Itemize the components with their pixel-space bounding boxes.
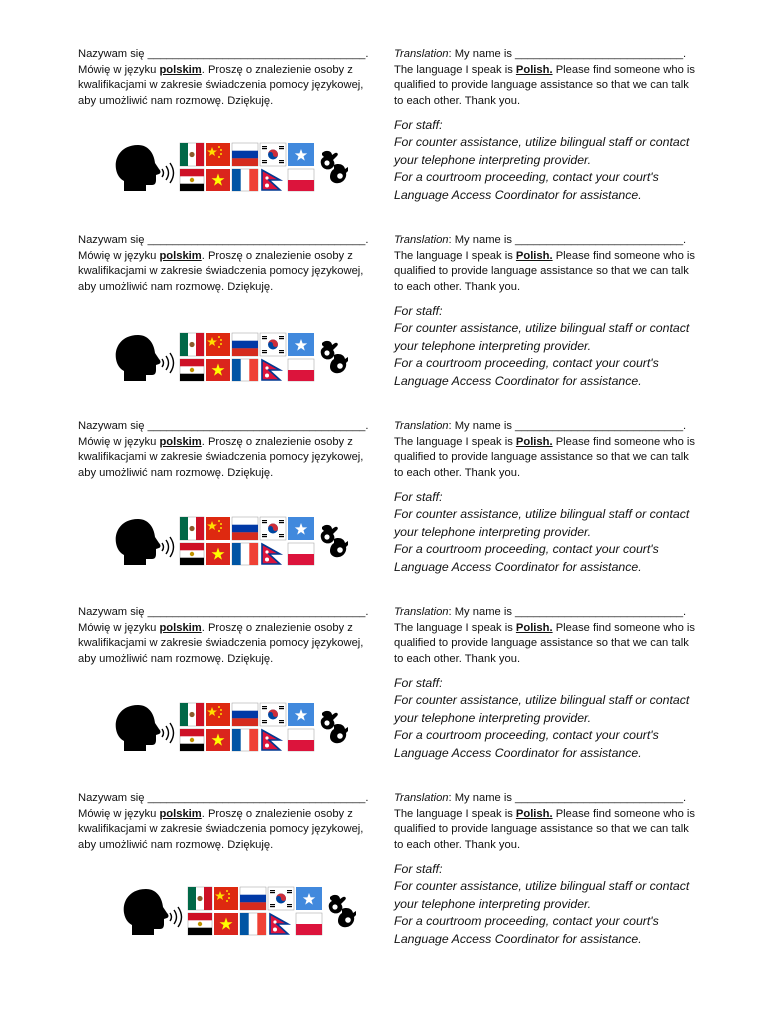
staff-line5: Language Access Coordinator for assistance. [394,745,642,760]
staff-instructions [394,303,714,390]
staff-line5: Language Access Coordinator for assistance. [394,373,642,388]
sign-language-hands-icon [321,711,348,743]
staff-heading: For staff: [394,676,443,690]
language-graphic [108,515,348,571]
russia-flag [232,143,258,166]
vietnam-flag [206,169,230,191]
language-card [0,419,770,605]
china-flag [206,703,230,726]
polish-line3: kwalifikacjami w zakresie świadczenia pomocy językowej, [78,451,364,464]
language-graphic [116,885,356,941]
polish-language-name: polskim [159,435,202,448]
staff-line3: your telephone interpreting provider. [394,338,592,353]
south-korea-flag [260,143,286,166]
translation-line2b: Please find someone who is [552,63,696,76]
staff-line4: For a courtroom proceeding, contact your court's [394,356,659,371]
sign-language-hands-icon [321,525,348,557]
translation-name-prefix: : My name is [448,48,516,60]
staff-line3: your telephone interpreting provider. [394,710,592,725]
polish-line2b: . Proszę o znalezienie osoby z [201,807,353,820]
translation-name-blank: ___________________________. [515,420,687,432]
translation-label: Translation [394,792,449,804]
staff-line2: For counter assistance, utilize bilingual staff or contact [394,693,690,708]
translation-language-name: Polish. [515,435,553,448]
polish-language-name: polskim [159,807,202,820]
polish-line3: kwalifikacjami w zakresie świadczenia pomocy językowej, [78,823,364,836]
vietnam-flag [206,543,230,565]
russia-flag [240,887,266,910]
poland-flag [288,543,314,565]
somalia-flag [288,333,314,356]
polish-text-block [78,791,378,853]
translation-text-block [394,605,714,667]
france-flag [232,359,258,381]
polish-text-block [78,605,378,667]
translation-name-blank: ___________________________. [515,792,687,804]
speaking-head-icon [124,889,182,935]
translation-line2b: Please find someone who is [552,435,696,448]
polish-line4: aby umożliwić nam rozmowę. Dziękuję. [78,466,274,479]
south-korea-flag [268,887,294,910]
russia-flag [232,333,258,356]
somalia-flag [296,887,322,910]
translation-text-block [394,419,714,481]
translation-line3: qualified to provide language assistance so that we can talk [394,823,689,836]
nepal-flag [270,914,288,934]
staff-line2: For counter assistance, utilize bilingual staff or contact [394,879,690,894]
staff-line2: For counter assistance, utilize bilingual staff or contact [394,507,690,522]
polish-line2a: Mówię w języku [78,621,160,634]
translation-line3: qualified to provide language assistance so that we can talk [394,451,689,464]
polish-line2b: . Proszę o znalezienie osoby z [201,621,353,634]
language-graphic [108,141,348,197]
translation-name-prefix: : My name is [448,606,516,618]
staff-line4: For a courtroom proceeding, contact your court's [394,728,659,743]
translation-name-prefix: : My name is [448,792,516,804]
polish-intro: Nazywam się [78,48,145,60]
language-card [0,233,770,419]
egypt-flag [180,729,204,751]
language-card [0,791,770,977]
staff-line4: For a courtroom proceeding, contact your court's [394,542,659,557]
name-blank: ___________________________________. [147,48,369,60]
translation-line3: qualified to provide language assistance so that we can talk [394,79,689,92]
china-flag [214,887,238,910]
polish-line3: kwalifikacjami w zakresie świadczenia pomocy językowej, [78,79,364,92]
polish-line2b: . Proszę o znalezienie osoby z [201,435,353,448]
translation-name-blank: ___________________________. [515,606,687,618]
south-korea-flag [260,703,286,726]
name-blank: ___________________________________. [147,420,369,432]
egypt-flag [188,913,212,935]
mexico-flag [188,887,212,910]
somalia-flag [288,143,314,166]
translation-language-name: Polish. [515,621,553,634]
polish-line3: kwalifikacjami w zakresie świadczenia pomocy językowej, [78,265,364,278]
polish-line2a: Mówię w języku [78,63,160,76]
nepal-flag [262,360,280,380]
translation-name-blank: ___________________________. [515,234,687,246]
egypt-flag [180,543,204,565]
nepal-flag [262,170,280,190]
translation-label: Translation [394,606,449,618]
translation-language-name: Polish. [515,249,553,262]
polish-line2a: Mówię w języku [78,807,160,820]
south-korea-flag [260,517,286,540]
mexico-flag [180,143,204,166]
translation-line4: to each other. Thank you. [394,838,521,851]
polish-line2b: . Proszę o znalezienie osoby z [201,63,353,76]
staff-line3: your telephone interpreting provider. [394,524,592,539]
russia-flag [232,703,258,726]
polish-text-block [78,233,378,295]
china-flag [206,517,230,540]
staff-heading: For staff: [394,118,443,132]
translation-line2a: The language I speak is [394,621,516,634]
staff-line5: Language Access Coordinator for assistance. [394,187,642,202]
france-flag [232,729,258,751]
staff-line2: For counter assistance, utilize bilingual staff or contact [394,321,690,336]
staff-instructions [394,861,714,948]
polish-language-name: polskim [159,249,202,262]
staff-line5: Language Access Coordinator for assistance. [394,931,642,946]
polish-text-block [78,47,378,109]
staff-heading: For staff: [394,862,443,876]
staff-line2: For counter assistance, utilize bilingual staff or contact [394,135,690,150]
vietnam-flag [214,913,238,935]
name-blank: ___________________________________. [147,606,369,618]
mexico-flag [180,703,204,726]
translation-line2a: The language I speak is [394,435,516,448]
translation-language-name: Polish. [515,807,553,820]
polish-line2a: Mówię w języku [78,249,160,262]
speaking-head-icon [116,519,174,565]
staff-heading: For staff: [394,304,443,318]
polish-intro: Nazywam się [78,606,145,618]
vietnam-flag [206,729,230,751]
staff-line4: For a courtroom proceeding, contact your court's [394,914,659,929]
translation-line2a: The language I speak is [394,249,516,262]
china-flag [206,333,230,356]
speaking-head-icon [116,335,174,381]
language-graphic [108,331,348,387]
translation-line4: to each other. Thank you. [394,466,521,479]
polish-language-name: polskim [159,621,202,634]
translation-label: Translation [394,48,449,60]
translation-line2b: Please find someone who is [552,807,696,820]
translation-line2a: The language I speak is [394,63,516,76]
translation-line4: to each other. Thank you. [394,94,521,107]
translation-name-prefix: : My name is [448,234,516,246]
polish-line4: aby umożliwić nam rozmowę. Dziękuję. [78,94,274,107]
polish-intro: Nazywam się [78,420,145,432]
translation-label: Translation [394,234,449,246]
egypt-flag [180,169,204,191]
somalia-flag [288,517,314,540]
russia-flag [232,517,258,540]
sign-language-hands-icon [321,341,348,373]
china-flag [206,143,230,166]
staff-instructions [394,489,714,576]
polish-intro: Nazywam się [78,792,145,804]
staff-line3: your telephone interpreting provider. [394,896,592,911]
staff-line5: Language Access Coordinator for assistance. [394,559,642,574]
france-flag [232,169,258,191]
polish-line2b: . Proszę o znalezienie osoby z [201,249,353,262]
polish-line4: aby umożliwić nam rozmowę. Dziękuję. [78,838,274,851]
translation-line2a: The language I speak is [394,807,516,820]
nepal-flag [262,730,280,750]
staff-line4: For a courtroom proceeding, contact your court's [394,170,659,185]
poland-flag [288,169,314,191]
language-card [0,47,770,233]
translation-label: Translation [394,420,449,432]
polish-line3: kwalifikacjami w zakresie świadczenia pomocy językowej, [78,637,364,650]
translation-name-blank: ___________________________. [515,48,687,60]
name-blank: ___________________________________. [147,234,369,246]
staff-heading: For staff: [394,490,443,504]
polish-text-block [78,419,378,481]
translation-text-block [394,233,714,295]
translation-text-block [394,791,714,853]
france-flag [240,913,266,935]
speaking-head-icon [116,145,174,191]
sign-language-hands-icon [329,895,356,927]
polish-line4: aby umożliwić nam rozmowę. Dziękuję. [78,652,274,665]
language-card [0,605,770,791]
polish-line2a: Mówię w języku [78,435,160,448]
translation-line4: to each other. Thank you. [394,280,521,293]
polish-line4: aby umożliwić nam rozmowę. Dziękuję. [78,280,274,293]
translation-line2b: Please find someone who is [552,249,696,262]
poland-flag [288,729,314,751]
vietnam-flag [206,359,230,381]
poland-flag [288,359,314,381]
translation-line2b: Please find someone who is [552,621,696,634]
mexico-flag [180,517,204,540]
somalia-flag [288,703,314,726]
staff-instructions [394,675,714,762]
language-graphic [108,701,348,757]
france-flag [232,543,258,565]
polish-intro: Nazywam się [78,234,145,246]
mexico-flag [180,333,204,356]
translation-language-name: Polish. [515,63,553,76]
polish-language-name: polskim [159,63,202,76]
translation-text-block [394,47,714,109]
staff-line3: your telephone interpreting provider. [394,152,592,167]
south-korea-flag [260,333,286,356]
name-blank: ___________________________________. [147,792,369,804]
translation-line3: qualified to provide language assistance so that we can talk [394,265,689,278]
translation-line4: to each other. Thank you. [394,652,521,665]
egypt-flag [180,359,204,381]
speaking-head-icon [116,705,174,751]
poland-flag [296,913,322,935]
translation-line3: qualified to provide language assistance so that we can talk [394,637,689,650]
nepal-flag [262,544,280,564]
sign-language-hands-icon [321,151,348,183]
staff-instructions [394,117,714,204]
translation-name-prefix: : My name is [448,420,516,432]
